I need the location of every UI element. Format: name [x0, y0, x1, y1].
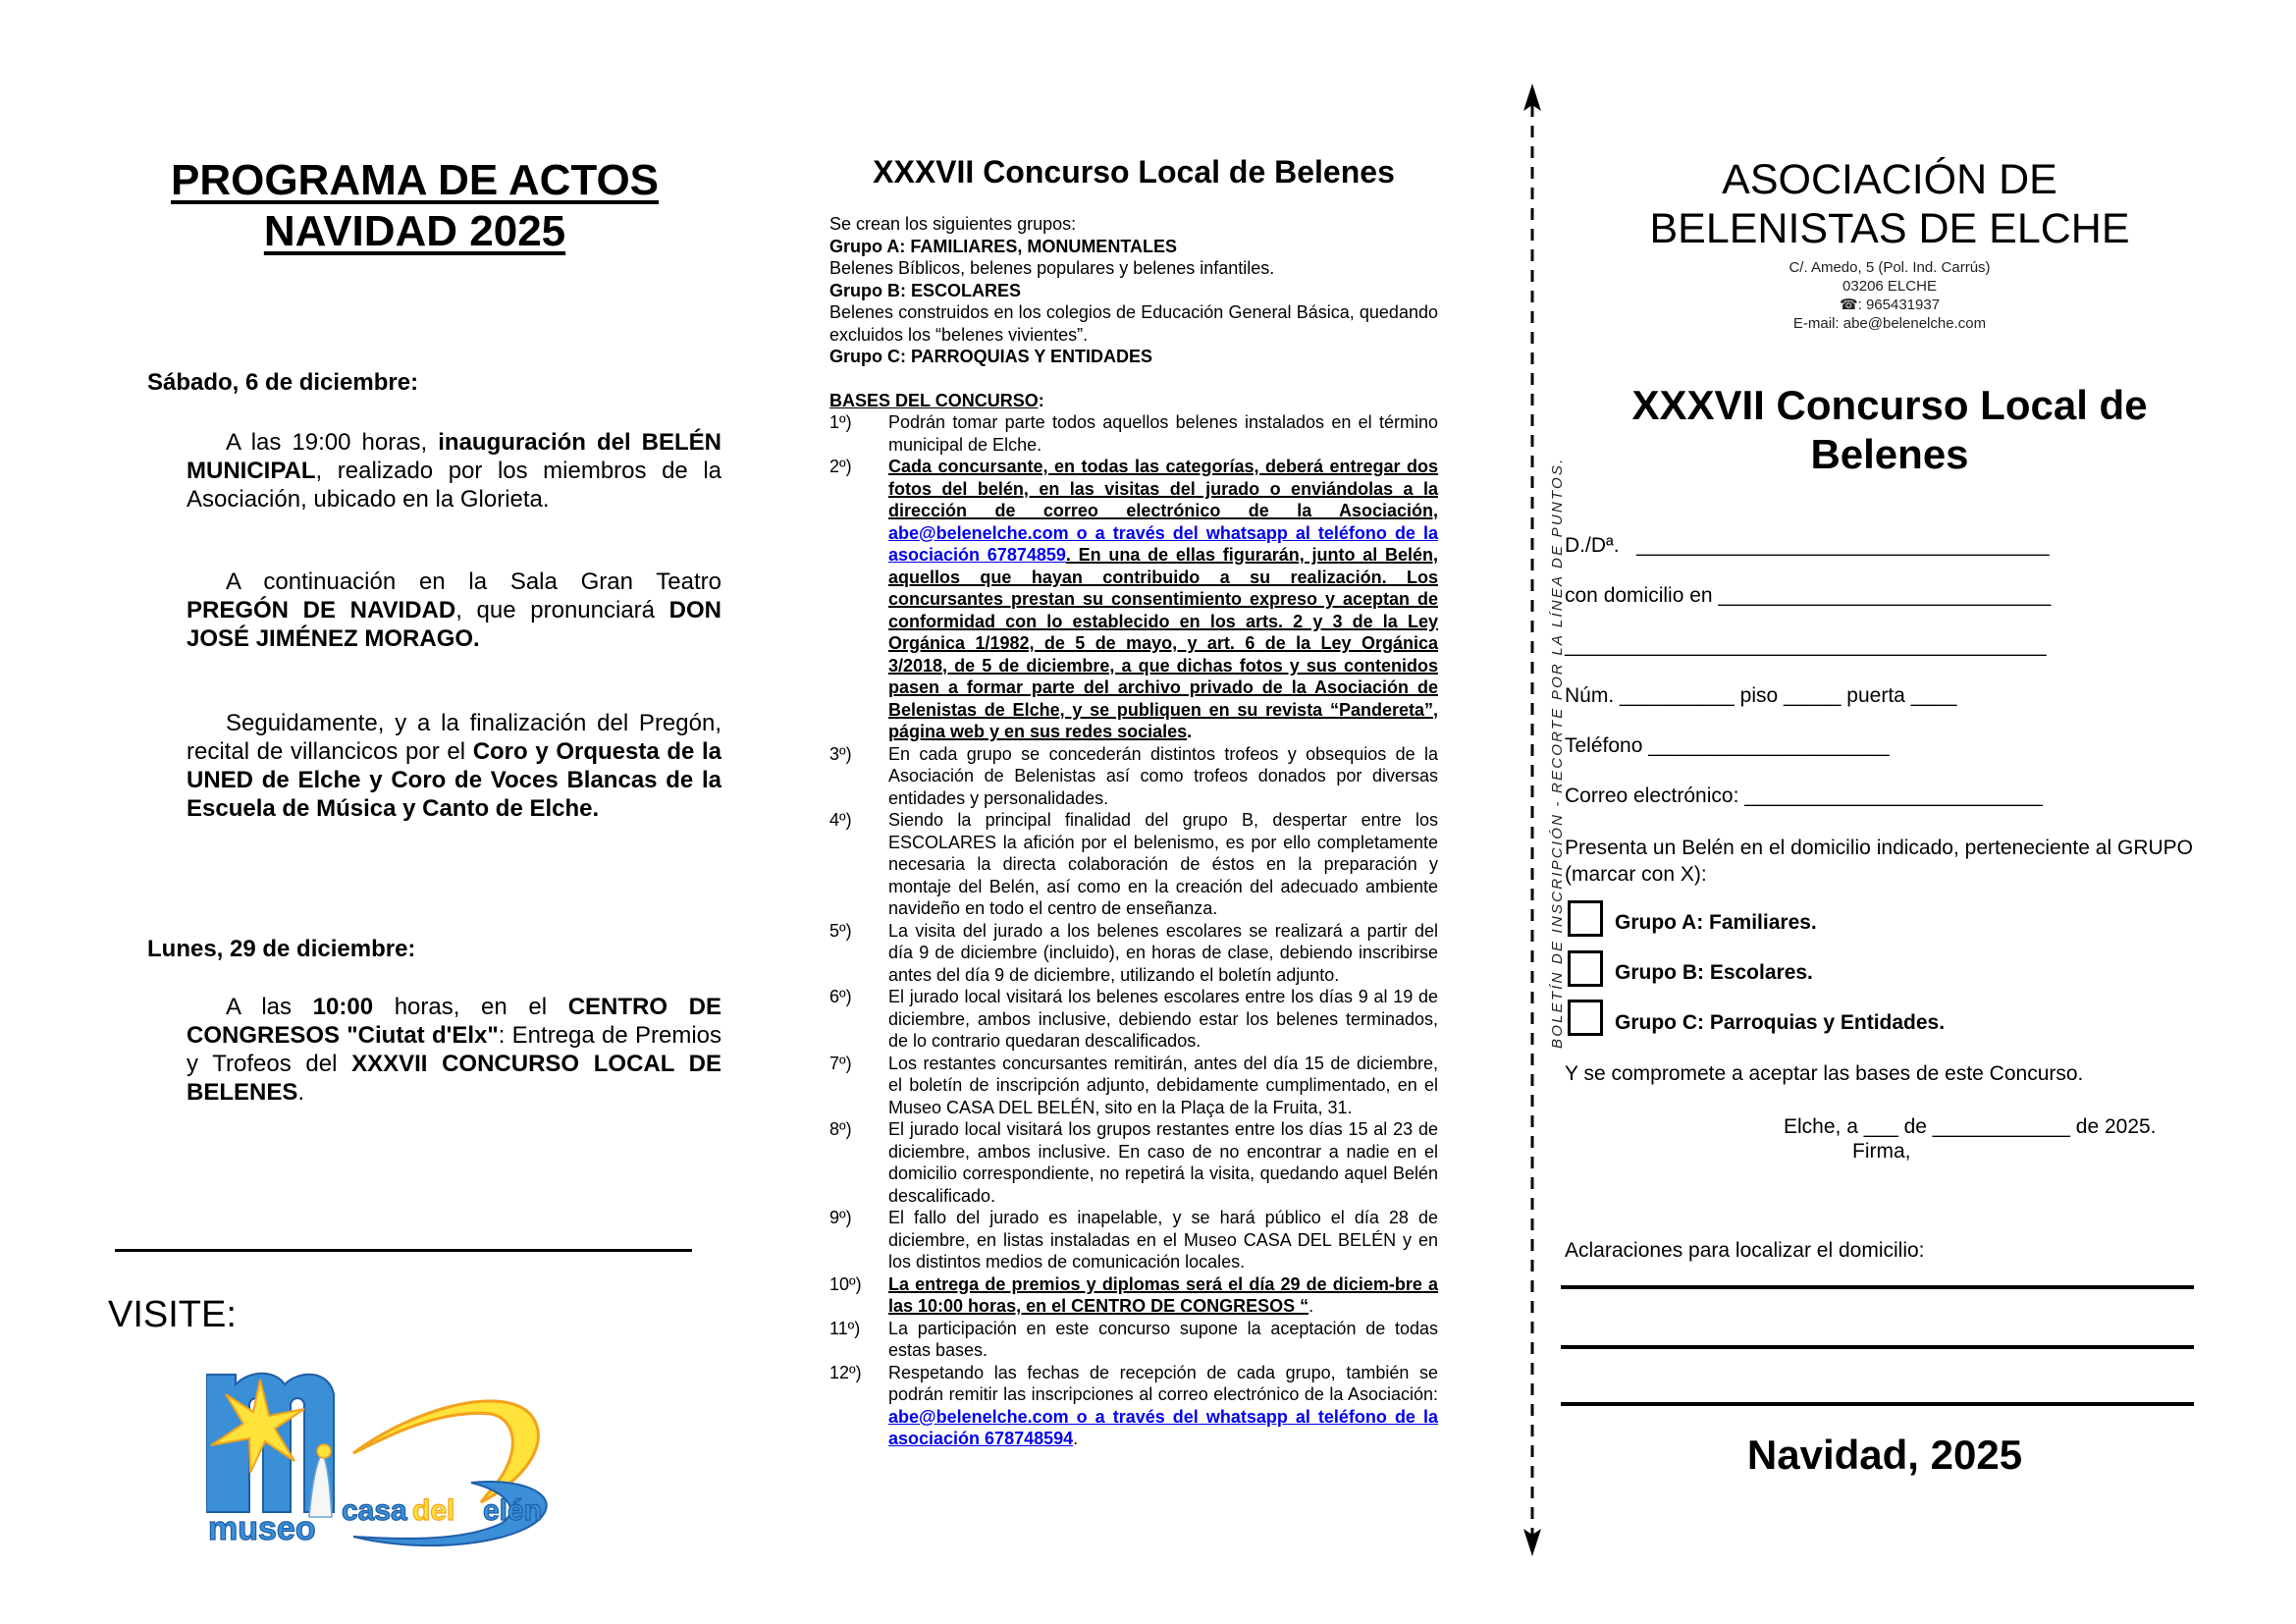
text: Belenes [1810, 431, 1969, 477]
email-whatsapp-link[interactable]: abe@belenelche.com o a través del whatsapp al teléfono de la asociación 67874859 [888, 522, 1438, 565]
text: A las [226, 994, 313, 1020]
email-whatsapp-link[interactable]: abe@belenelche.com o a través del whatsapp al teléfono de la asociación 678748594 [888, 1406, 1438, 1448]
rule-number: 9º) [829, 1208, 852, 1227]
phone-field[interactable] [1565, 734, 1890, 758]
rule-number: 11º) [829, 1318, 861, 1338]
text-bold: CENTRO DE CONGRESOS "Ciutat d'Elx" [187, 994, 722, 1049]
text: . En una de ellas figurarán, junto al Belén, aquellos que hayan contribuido a su realización. Los concursantes prestan su consentimiento expreso y aceptan de conformidad con lo establecido en los arts. 2 y 3 de la Ley Orgánica 1/1982, de 5 de mayo, y art. 6 de la Ley Orgánica 3/2018, de 5 de diciembre, a que dichas fotos y sus contenidos pasen a formar parte del archivo privado de la Asociación de Belenistas de Elche, y se publiquen en su revista “Pandereta”, página web y en sus redes sociales [888, 545, 1438, 741]
text: Cada concursante, en todas las categorías, deberá entregar dos fotos del belén, en las visitas del jurado o enviándolas a la dirección de correo electrónico de la Asociación, [888, 457, 1438, 520]
text: ASOCIACIÓN DE [1722, 156, 2057, 203]
text-bold: XXXVII CONCURSO LOCAL DE BELENES [187, 1051, 721, 1106]
rule-item [829, 1318, 1438, 1362]
text: VISITE [108, 1294, 227, 1335]
rule-item [829, 986, 1438, 1053]
text: horas, en el [373, 994, 568, 1020]
rule-text: En cada grupo se concederán distintos trofeos y obsequios de la Asociación de Belenistas así como trofeos donados por diversas entidades y personalidades. [888, 743, 1438, 808]
group-b-checkbox[interactable] [1568, 950, 1603, 987]
cut-line [1523, 83, 1541, 1556]
text: . [1073, 1429, 1079, 1448]
association-contact [1571, 258, 2209, 333]
rule-text: La visita del jurado a los belenes escolares se realizará a partir del día 9 de diciembre (incluido), en horas de clase, debiendo inscribirse antes del día 9 de diciembre, utilizando el boletín adjunto. [888, 920, 1438, 985]
text: : Entrega de Premios y Trofeos del [187, 1022, 721, 1077]
rule-number: 10º) [829, 1273, 862, 1294]
rule-text: La participación en este concurso supone la aceptación de todas estas bases. [888, 1318, 1438, 1360]
group-a-checkbox[interactable] [1568, 900, 1603, 937]
logo-word-casa: casa [342, 1494, 407, 1527]
rule-item [829, 743, 1438, 810]
program-title [147, 155, 682, 257]
group-c-checkbox[interactable] [1568, 1000, 1603, 1036]
text-bold: DON JOSÉ JIMÉNEZ MORAGO. [187, 597, 722, 652]
event-paragraph-villancicos [187, 709, 721, 823]
form-title [1571, 381, 2209, 479]
phone: : 965431937 [1857, 297, 1941, 313]
group-b-desc: Belenes construidos en los colegios de Educación General Básica, quedando excluidos los “belenes vivientes”. [829, 302, 1438, 345]
text: : [226, 1294, 237, 1335]
contest-rules-panel [829, 152, 1438, 1450]
halo-icon [317, 1444, 331, 1458]
rule-number: 6º) [829, 987, 852, 1006]
contest-title: XXXVII Concurso Local de Belenes [873, 154, 1395, 189]
program-title-line2: NAVIDAD 2025 [263, 207, 566, 255]
text: . [297, 1079, 305, 1106]
field-label: D./Dª. [1565, 534, 1620, 557]
rule-item [829, 1273, 1438, 1318]
text: . [1187, 722, 1193, 741]
aclaraciones-line-1[interactable] [1561, 1285, 2194, 1289]
rule-number: 1º) [829, 412, 852, 432]
text: Seguidamente, y a la finalización del Pregón, recital de villancicos por el [187, 710, 721, 765]
field-blank[interactable]: _____________________________ [1718, 584, 2052, 607]
field-blank[interactable]: __________________________________________ [1565, 634, 2047, 657]
number-floor-door-fields[interactable] [1565, 684, 1956, 708]
address-line2-field[interactable] [1565, 634, 2047, 658]
visite-label [108, 1294, 237, 1336]
email-field[interactable] [1565, 785, 2043, 808]
text-bold: PREGÓN DE NAVIDAD [187, 597, 456, 623]
rule-item [829, 920, 1438, 987]
text: XXXVII Concurso Local de [1631, 382, 2148, 428]
text: La entrega de premios y diplomas será el día 29 de diciem-bre a las 10:00 horas, en el CENTRO DE CONGRESOS “ [888, 1273, 1438, 1316]
rule-item [829, 1118, 1438, 1207]
field-blank[interactable]: _____________________ [1648, 734, 1890, 757]
rule-text: El jurado local visitará los belenes escolares entre los días 9 al 19 de diciembre, ambos inclusive, debiendo estar los belenes terminados, de lo contrario quedaran descalificados. [888, 987, 1438, 1051]
rule-number: 2º) [829, 457, 852, 476]
field-label: piso [1739, 684, 1779, 707]
num-blank[interactable]: __________ [1620, 684, 1735, 707]
field-label: Núm. [1565, 684, 1615, 707]
phone-line [1571, 296, 2209, 314]
cut-instruction-note: BOLETÍN DE INSCRIPCIÓN - RECORTE POR LA LÍNEA DE PUNTOS. [1549, 457, 1566, 1049]
group-b-name: Grupo B: ESCOLARES [829, 280, 1022, 300]
rule-text: El jurado local visitará los grupos restantes entre los días 15 al 23 de diciembre, ambos inclusive. En caso de no encontrar a nadie en el domicilio correspondiente, no repetirá la visita, quedando aquel Belén descalificado. [888, 1119, 1438, 1206]
text: Respetando las fechas de recepción de cada grupo, también se podrán remitir las inscripciones al correo electrónico de la Asociación: [888, 1362, 1438, 1404]
rule-item [829, 411, 1438, 456]
event-paragraph-awards [187, 993, 721, 1107]
rule-item [829, 1362, 1438, 1450]
rule-text [888, 1273, 1438, 1318]
rule-number: 3º) [829, 743, 852, 764]
logo-word-belen: elén [483, 1494, 543, 1527]
text: A las 19:00 horas, [226, 429, 439, 456]
text-bold: Coro y Orquesta de la UNED de Elche y Coro de Voces Blancas de la Escuela de Música y Canto de Elche. [187, 738, 721, 822]
text: . [1308, 1296, 1314, 1316]
signature-label: Firma, [1852, 1140, 1911, 1163]
event-paragraph-inauguration [187, 428, 721, 514]
rule-text [888, 456, 1438, 743]
rule-number: 7º) [829, 1053, 852, 1073]
name-field[interactable] [1565, 534, 2050, 558]
text-bold: 10:00 [312, 994, 374, 1020]
museo-casa-del-belen-logo [206, 1355, 618, 1551]
groups-intro: Se crean los siguientes grupos: [829, 214, 1077, 234]
rule-text: Los restantes concursantes remitirán, antes del día 15 de diciembre, el boletín de inscripción adjunto, debidamente cumplimentado, en el Museo CASA DEL BELÉN, sito en la Plaça de la Fruita, 31. [888, 1053, 1438, 1117]
program-title-line1: PROGRAMA DE ACTOS [170, 156, 660, 204]
event-date-monday: Lunes, 29 de diciembre: [147, 936, 416, 962]
city: 03206 ELCHE [1842, 278, 1937, 295]
puerta-blank[interactable]: ____ [1910, 684, 1957, 707]
rule-text: Podrán tomar parte todos aquellos belenes instalados en el término municipal de Elche. [888, 412, 1438, 455]
aclaraciones-label: Aclaraciones para localizar el domicilio: [1565, 1239, 1925, 1262]
text: : [1038, 390, 1044, 410]
piso-blank[interactable]: _____ [1784, 684, 1842, 707]
field-label: Correo electrónico: [1565, 785, 1739, 807]
field-label: puerta [1846, 684, 1905, 707]
address: C/. Amedo, 5 (Pol. Ind. Carrús) [1789, 259, 1991, 276]
field-blank[interactable]: __________________________ [1744, 785, 2043, 807]
field-label: Teléfono [1565, 734, 1643, 757]
logo-word-del: del [412, 1494, 455, 1527]
rule-number: 8º) [829, 1119, 852, 1139]
group-c-label: Grupo C: Parroquias y Entidades. [1615, 1011, 1946, 1034]
rule-number: 5º) [829, 920, 852, 941]
rule-number: 4º) [829, 810, 852, 830]
aclaraciones-line-3[interactable] [1561, 1402, 2194, 1406]
text-bold: inauguración del BELÉN MUNICIPAL [187, 429, 722, 484]
acceptance-statement: Y se compromete a aceptar las bases de este Concurso. [1565, 1062, 2084, 1085]
group-c-name: Grupo C: PARROQUIAS Y ENTIDADES [829, 347, 1153, 366]
event-date-saturday: Sábado, 6 de diciembre: [147, 369, 419, 396]
rule-item [829, 456, 1438, 743]
group-a-desc: Belenes Bíblicos, belenes populares y belenes infantiles. [829, 258, 1275, 278]
text: , realizado por los miembros de la Asociación, ubicado en la Glorieta. [187, 458, 721, 513]
rule-number: 12º) [829, 1362, 862, 1382]
field-blank[interactable]: ____________________________________ [1636, 534, 2050, 557]
group-a-name: Grupo A: FAMILIARES, MONUMENTALES [829, 236, 1177, 256]
rule-text: Siendo la principal finalidad del grupo B, despertar entre los ESCOLARES la afición por el belenismo, es por ello completamente necesaria la directa colaboración de éstos en la preparación y montaje del Belén, así como en la creación del adecuado ambiente navideño en todo el centro de enseñanza. [888, 810, 1438, 918]
group-selection-instructions: Presenta un Belén en el domicilio indicado, perteneciente al GRUPO (marcar con X): [1565, 837, 2193, 886]
event-paragraph-pregon [187, 568, 721, 653]
rule-item [829, 809, 1438, 920]
email: E-mail: abe@belenelche.com [1792, 315, 1987, 332]
footer-navidad: Navidad, 2025 [1746, 1432, 2023, 1478]
bases-heading [829, 390, 1438, 412]
place-date-field[interactable]: Elche, a ___ de ____________ de 2025. [1784, 1115, 2157, 1138]
group-b-label: Grupo B: Escolares. [1615, 961, 1813, 984]
address-field[interactable] [1565, 584, 2051, 608]
text: BASES DEL CONCURSO [829, 390, 1039, 410]
rule-text: El fallo del jurado es inapelable, y se hará público el día 28 de diciembre, en listas instaladas en el Museo CASA DEL BELÉN y en los distintos medios de comunicación locales. [888, 1208, 1438, 1272]
text: A continuación en la Sala Gran Teatro [226, 568, 721, 595]
logo-word-museo: museo [208, 1510, 316, 1547]
rule-item [829, 1053, 1438, 1119]
text: BELENISTAS DE ELCHE [1649, 205, 2130, 252]
rule-item [829, 1207, 1438, 1273]
association-name [1571, 155, 2209, 253]
aclaraciones-line-2[interactable] [1561, 1345, 2194, 1349]
field-label: con domicilio en [1565, 584, 1713, 607]
divider [115, 1249, 692, 1252]
rule-text [888, 1362, 1438, 1450]
phone-icon: ☎ [1839, 297, 1858, 313]
group-a-label: Grupo A: Familiares. [1615, 911, 1817, 934]
text: , que pronunciará [455, 597, 669, 623]
